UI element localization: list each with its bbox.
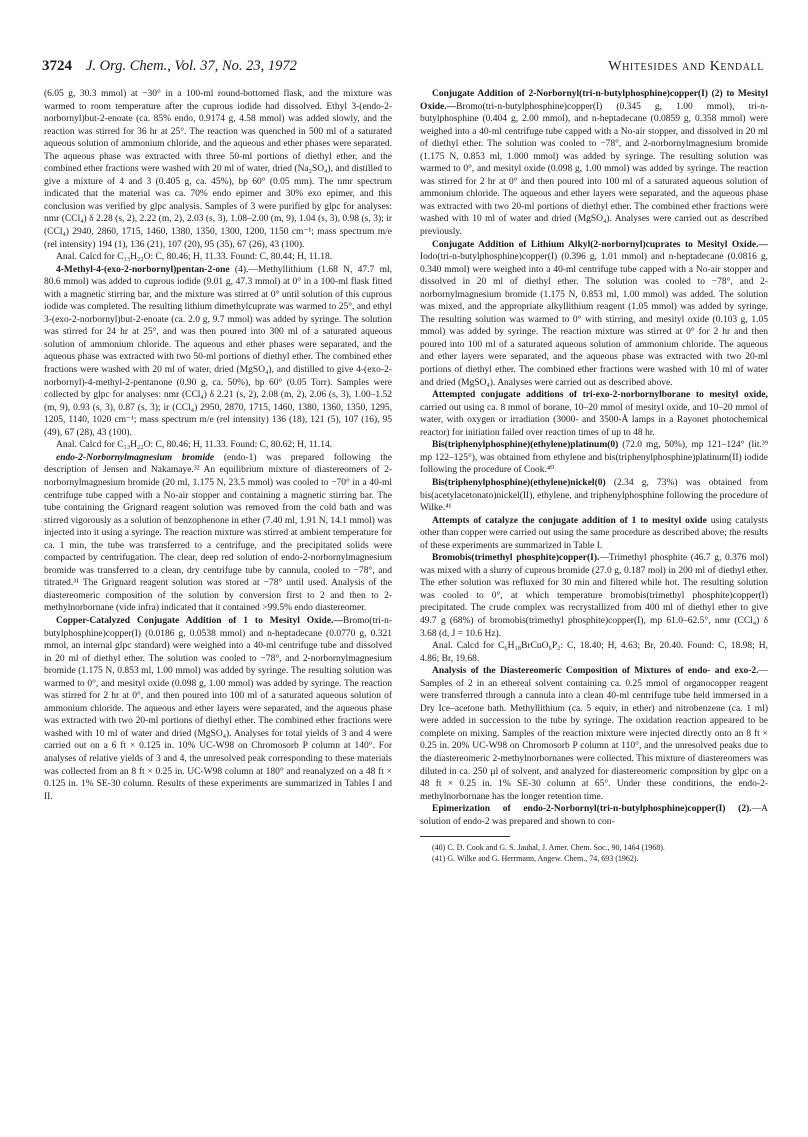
paragraph-body: (72.0 mg, 50%), mp 121–124° (lit.³⁹ mp 122–125°), was obtained from ethylene and bis(triphenylphosphine)platinum(II) iodide following the procedure of Cook.⁴⁰ <box>420 440 769 476</box>
footnote-divider <box>420 836 510 837</box>
section-heading: Epimerization of endo-2-Norbornyl(tri-n-butylphosphine)copper(I) (2). <box>432 804 752 815</box>
paragraph-body: (endo-1) was prepared following the description of Jensen and Nakamaye.³² An equilibrium mixture of diastereomers of 2-norbornylmagnesium bromide (20 ml, 1.175 N, 23.5 mmol) was cooled to −70° in a 40-ml centrifuge tube capped with a No-air stopper and containing a magnetic stirring bar. The tube containing the Grignard reagent solution was removed from the cold bath and was stirred vigorously as a solution of benzophenone in ether (7.40 ml, 1.91 N, 14.1 mmol) was injected into it using a syringe. The reaction mixture was stirred at ambient temperature for ca. 1 min, the tube was transferred to a centrifuge, and the precipitated solids were compacted by centrifugation. The clear, deep red solution of endo-2-norbornylmagnesium bromide was transferred to a clean, dry centrifuge tube by cannula, cooled to −78°, and titrated.³¹ The Grignard reagent solution was stored at −78° until used. Analysis of the diastereomeric composition of the solution by conversion first to 2 and then to 2-methylnorbornane (vide infra) indicated that it contained >99.5% endo diastereomer. <box>44 452 393 614</box>
section-heading: Bromobis(trimethyl phosphite)copper(I). <box>432 553 600 564</box>
paragraph-body: —Samples of 2 in an ethereal solvent containing ca. 0.25 mmol of organocopper reagent were transferred through a cannula into a clean 40-ml centrifuge tube held immersed in a Dry Ice–acetone bath. Methyllithium (ca. 5 equiv, in ether) and nitrobenzene (ca. 1 ml) were added in succession to the tube by syringe. The oxidation reaction appeared to be complete on mixing. Samples of the reaction mixture were injected directly onto an 8 ft × 0.25 in. 20% UC-W98 on Chromosorb P column at 110°, and the unresolved peaks due to the diastereomeric 2-methylnorbornanes were collected. This mixture of diastereomers was diluted in ca. 250 µl of solvent, and analyzed for diastereomeric composition by glpc on a 48 ft × 0.25 in. 1% SE-30 column at 65°. Under these conditions, the endo-2-methylnorbornane has the longer retention time. <box>420 666 768 802</box>
footnote-40: (40) C. D. Cook and G. S. Jauhal, J. Amer. Chem. Soc., 90, 1464 (1968). <box>432 843 665 853</box>
section-heading: Copper-Catalyzed Conjugate Addition of 1 to Mesityl Oxide.— <box>56 615 343 626</box>
left-column <box>44 88 392 803</box>
paragraph-body: —A solution of endo-2 was prepared and shown to con- <box>420 804 768 827</box>
right-column <box>420 88 768 864</box>
analysis-paragraph: Anal. Calcd for C₆H₁₈BrCuO₆P₂: C, 18.40; H, 4.63; Br, 20.40. Found: C, 18.98; H, 4.86; Br, 19.68. <box>420 641 768 664</box>
paragraph <box>420 803 768 828</box>
section-heading: Bis(triphenylphosphine)(ethylene)nickel(0) <box>432 477 606 488</box>
paragraph-body: (2.34 g, 73%) was obtained from bis(acetylacetonato)nickel(II), ethylene, and triphenylphosphine following the procedure of Wilke.⁴¹ <box>420 477 768 514</box>
paragraph <box>420 239 768 390</box>
analysis-paragraph: Anal. Calcd for C₁₃H₂₂O: C, 80.46; H, 11.33. Found: C, 80.62; H, 11.14. <box>56 440 333 451</box>
paragraph-body: (4).—Methyllithium (1.68 N, 47.7 ml, 80.6 mmol) was added to cuprous iodide (9.01 g, 47.3 mmol) at 0° in a 100-ml flask fitted with a magnetic stirring bar, and the mixture was stirred at 0° until solution of this cuprous iodide was completed. The resulting lithium dimethylcuprate was warmed to 25°, and ethyl 3-(exo-2-norbornyl)but-2-enoate (ca. 2.0 g, 9.7 mmol) was added by syringe. The solution was stirred for 24 hr at 25°, and was then poured into 300 ml of a saturated aqueous solution of ammonium chloride. The aqueous and ether phases were separated, and the aqueous phase was extracted with two 50-ml portions of diethyl ether. The combined ether fractions were washed with 20 ml of water, dried (MgSO₄), and distilled to give 4-(exo-2-norbornyl)-4-methyl-2-pentanone (0.90 g, ca. 50%), bp 60° (0.05 Torr). Samples were collected by glpc for analyses: nmr (CCl₄) δ 2.21 (s, 2), 2.08 (m, 2), 2.06 (s, 3), 1.00–1.52 (m, 9), 0.93 (s, 3), 0.87 (s, 3); ir (CCl₄) 2950, 2870, 1715, 1460, 1380, 1360, 1350, 1295, 1205, 1140, 1020 cm⁻¹; mass spectrum m/e (rel intensity) 136 (18), 121 (5), 107 (16), 95 (49), 67 (28), 43 (100). <box>44 264 392 438</box>
paragraph-body: —Trimethyl phosphite (46.7 g, 0.376 mol) was mixed with a slurry of cuprous bromide (27.0 g, 0.187 mol) in 200 ml of diethyl ether. The ether solution was refluxed for 30 min and filtered while hot. The resulting solution was cooled to 0°, at which temperature bromobis(trimethyl phosphite)copper(I) precipitated. The crude complex was recrystallized from 400 ml of diethyl ether to give 49.7 g (68%) of bromobis(trimethyl phosphite)copper(I), mp 61.0–62.5°, nmr (CCl₄) δ 3.68 (d, J = 10.6 Hz). <box>420 553 768 639</box>
paragraph: (6.05 g, 30.3 mmol) at −30° in a 100-ml round-bottomed flask, and the mixture was warmed to room temperature after the cuprous iodide had dissolved. Ethyl 3-(endo-2-norbornyl)but-2-enoate (ca. 85% endo, 0.9174 g, 4.58 mmol) was added slowly, and the reaction was stirred for 36 hr at 25°. The reaction was quenched in 500 ml of a saturated aqueous solution of ammonium chloride, and the aqueous and ether phases were separated. The aqueous phase was extracted with three 50-ml portions of diethyl ether, and the combined ether fractions were washed with 20 ml of water, dried (Na₂SO₄), and distilled to give a mixture of 4 and 3 (0.405 g, ca. 45%), bp 60° (0.05 mm). The nmr spectrum indicated that the material was ca. 70% endo epimer and 30% exo epimer, and this conclusion was verified by glpc analysis. Samples of 3 were purified by glpc for analyses: nmr (CCl₄) δ 2.28 (s, 2), 2.22 (m, 2), 2.03 (s, 3), 1.08–2.00 (m, 9), 1.04 (s, 3), 0.98 (s, 3); ir (CCl₄) 2940, 2860, 1715, 1460, 1380, 1350, 1300, 1200, 1150 cm⁻¹; mass spectrum m/e (rel intensity) 194 (1), 136 (21), 107 (20), 95 (35), 67 (26), 43 (100). <box>44 89 392 250</box>
analysis-paragraph: Anal. Calcd for C₁₃H₂₂O: C, 80.46; H, 11.33. Found: C, 80.44; H, 11.18. <box>56 252 333 263</box>
paragraph-body: carried out using ca. 8 mmol of borane, 10–20 mmol of mesityl oxide, and 10–20 mmol of water, with oxygen or irradiation (3000- and 3500-Å lamps in a Rayonet photochemical reactor) for initiation failed over reaction times of up to 48 hr. <box>420 402 768 438</box>
section-heading: 4-Methyl-4-(exo-2-norbornyl)pentan-2-one <box>56 264 230 275</box>
paragraph <box>420 389 768 439</box>
section-heading: Bis(triphenylphosphine)(ethylene)platinum(0) <box>432 440 619 451</box>
paragraph <box>420 477 768 515</box>
section-heading: Conjugate Addition of 2-Norbornyl(tri-n-butylphosphine)copper(I) (2) to Mesityl Oxide.— <box>420 89 768 112</box>
paragraph <box>420 665 768 803</box>
paragraph <box>420 439 768 477</box>
section-heading: Attempts of catalyze the conjugate addition of 1 to mesityl oxide <box>432 515 707 526</box>
section-heading: Attempted conjugate additions of tri-exo-2-norbornylborane to mesityl oxide, <box>432 390 768 401</box>
paragraph <box>420 88 768 239</box>
section-heading: Analysis of the Diastereomeric Composition of Mixtures of endo- and exo-2. <box>432 666 759 677</box>
paragraph-body: Iodo(tri-n-butylphosphine)copper(I) (0.396 g, 1.01 mmol) and n-heptadecane (0.0816 g, 0.340 mmol) were weighed into a 40-ml centrifuge tube capped with a No-air stopper and dissolved in 20 ml of diethyl ether. The solution was cooled to −78°, and 2-norbornylmagnesium bromide (1.175 N, 0.853 ml, 1.00 mmol) was added. The solution was mixed, and the appropriate alkyllithium reagent (1.05 mmol) was added by syringe. The resulting solution was warmed to 0° with stirring, and mesityl oxide (0.103 g, 1.05 mmol) was added by syringe. The reaction mixture was stirred at 0° for 2 hr and then poured into 100 ml of a saturated aqueous solution of ammonium chloride. The aqueous and ether layers were separated, and the aqueous phase was extracted with two 20-ml portions of diethyl ether. The combined ether fractions were washed with 10 ml of water and dried (MgSO₄). Analyses were carried out as described above. <box>420 252 768 388</box>
paragraph-body: Bromo(tri-n-butylphosphine)copper(I) (0.345 g, 1.00 mmol), tri-n-butylphosphine (0.404 g, 2.00 mmol), and n-heptadecane (0.0859 g, 0.358 mmol) were weighed into a 40-ml centrifuge tube capped with a No-air stopper, and dissolved in 20 ml of diethyl ether. The solution was cooled to −78°, and 2-norbornylmagnesium bromide (1.175 N, 0.853 ml, 1.000 mmol) was added by syringe. The resulting solution was warmed to 0°, and mesityl oxide (0.098 g, 1.00 mmol) was added by syringe. The reaction was stirred for 2 hr at 0° and then poured into 100 ml of a saturated aqueous solution of ammonium chloride. The aqueous and ether layers were separated, and the aqueous phase was extracted with two 20-ml portions of diethyl ether. The combined ether fractions were washed with 10 ml of water and dried (MgSO₄). Analyses were carried out as described previously. <box>420 101 768 238</box>
section-heading: Conjugate Addition of Lithium Alkyl(2-norbornyl)cuprates to Mesityl Oxide.— <box>432 239 768 250</box>
journal-citation: J. Org. Chem., Vol. 37, No. 23, 1972 <box>86 58 297 74</box>
footnote-41: (41) G. Wilke and G. Herrmann, Angew. Chem., 74, 693 (1962). <box>432 854 639 864</box>
paragraph <box>44 452 392 615</box>
section-heading: endo-2-Norbornylmagnesium bromide <box>56 452 215 463</box>
paragraph <box>420 552 768 640</box>
paragraph <box>44 264 392 440</box>
running-authors: Whitesides and Kendall <box>608 59 764 74</box>
page-number: 3724 <box>42 58 72 74</box>
paragraph-body: using catalysts other than copper were carried out using the same procedure as described above; the results of these experiments are summarized in Table I. <box>420 515 768 551</box>
running-header <box>42 58 764 82</box>
paragraph <box>44 615 392 803</box>
paragraph-body: Bromo(tri-n-butylphosphine)copper(I) (0.0186 g, 0.0538 mmol) and n-heptadecane (0.0770 g, 0.321 mmol, an internal glpc standard) were weighed into a 40-ml centrifuge tube and dissolved in 20 ml of diethyl ether. The solution was cooled to −78°, and 2-norbornylmagnesium bromide (1.175 N, 0.853 ml, 1.00 mmol) was added by syringe. The resulting solution was warmed to 0°, and mesityl oxide (0.098 g, 1.00 mmol) was added by syringe. The reaction was stirred for 2 hr at 0°, and then poured into 100 ml of a saturated aqueous solution of ammonium chloride. The aqueous and ether layers were separated, and the aqueous phase was extracted with two 20-ml portions of diethyl ether. The combined ether fractions were washed with 10 ml of water and dried (MgSO₄). Analyses for total yields of 3 and 4 were carried out on a 6 ft × 0.125 in. 10% UC-W98 on Chromosorb P column at 140°. For analyses of relative yields of 3 and 4, the unresolved peak corresponding to these materials was collected from an 8 ft × 0.25 in. UC-W98 column at 180° and reanalyzed on a 48 ft × 0.125 in. 1% SE-30 column. Results of these experiments are summarized in Tables I and II. <box>44 615 392 802</box>
paragraph <box>420 515 768 553</box>
